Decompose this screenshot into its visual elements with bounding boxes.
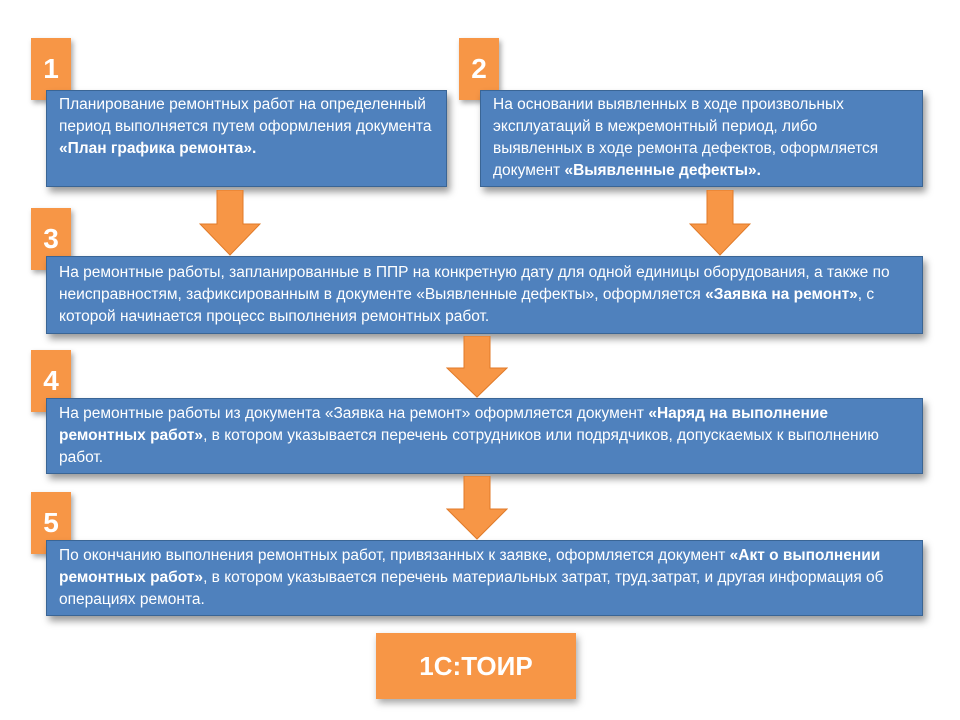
step-text: , в котором указывается перечень материальных затрат, труд.затрат, и другая информация об операциях ремонта.: [59, 569, 884, 608]
document-name: «Выявленные дефекты».: [564, 162, 761, 179]
step-text: , с которой начинается процесс выполнения ремонтных работ.: [59, 286, 875, 325]
arrow-down-icon: [446, 476, 508, 540]
step-box-3: [46, 256, 923, 334]
step-box-2: [480, 90, 923, 187]
brand-label: 1С:ТОИР: [376, 633, 576, 699]
step-text: На основании выявленных в ходе произвольных эксплуатаций в межремонтный период, либо выявленных в ходе ремонта дефектов, оформляется документ: [493, 96, 879, 179]
step-box-5: [46, 540, 923, 616]
step-box-1: [46, 90, 447, 187]
step-text: На ремонтные работы из документа «Заявка на ремонт» оформляется документ: [59, 405, 649, 422]
step-number-5: 5: [31, 492, 71, 554]
step-number-2: 2: [459, 38, 499, 100]
step-number-3: 3: [31, 208, 71, 270]
step-text: , в котором указывается перечень сотрудников или подрядчиков, допускаемых к выполнению работ.: [59, 427, 879, 466]
document-name: «Акт о выполнении ремонтных работ»: [59, 547, 881, 586]
step-text: По окончанию выполнения ремонтных работ, привязанных к заявке, оформляется документ: [59, 547, 730, 564]
document-name: «Заявка на ремонт»: [705, 286, 858, 303]
step-number-1: 1: [31, 38, 71, 100]
document-name: «Наряд на выполнение ремонтных работ»: [59, 405, 829, 444]
arrow-down-icon: [689, 190, 751, 256]
step-text: Планирование ремонтных работ на определенный период выполняется путем оформления документа: [59, 96, 432, 135]
arrow-down-icon: [446, 336, 508, 398]
arrow-down-icon: [199, 190, 261, 256]
step-box-4: [46, 398, 923, 474]
document-name: «План графика ремонта».: [59, 140, 257, 157]
step-number-4: 4: [31, 350, 71, 412]
step-text: На ремонтные работы, запланированные в ППР на конкретную дату для одной единицы оборудования, а также по неисправностям, зафиксированным в документе «Выявленные дефекты», оформляется: [59, 264, 890, 303]
